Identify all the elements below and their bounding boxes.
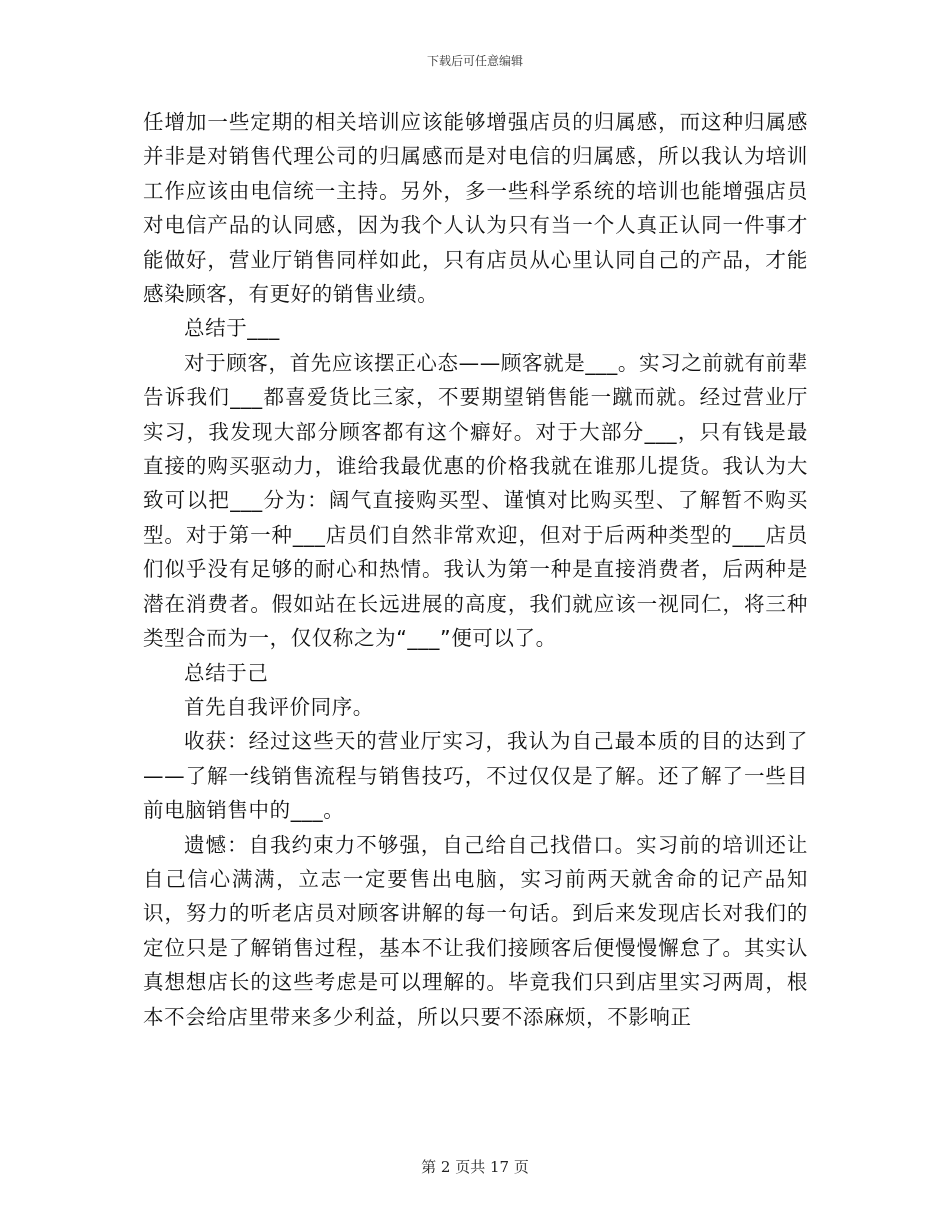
paragraph: 遗憾：自我约束力不够强，自己给自己找借口。实习前的培训还让自己信心满满，立志一定要售出电脑，实习前两天就舍命的记产品知识，努力的听老店员对顾客讲解的每一句话。到后来发现店长对我们的定位只是了解销售过程，基本不让我们接顾客后便慢慢懈怠了。其实认真想想店长的这些考虑是可以理解的。毕竟我们只到店里实习两周，根本不会给店里带来多少利益，所以只要不添麻烦，不影响正: [143, 832, 808, 1029]
document-body: [143, 105, 808, 1034]
page-footer: 第 2 页共 17 页: [421, 1158, 529, 1176]
paragraph: 对于顾客，首先应该摆正心态——顾客就是___。实习之前就有前辈告诉我们___都喜爱货比三家，不要期望销售能一蹴而就。经过营业厅实习，我发现大部分顾客都有这个癖好。对于大部分___，只有钱是最直接的购买驱动力，谁给我最优惠的价格我就在谁那儿提货。我认为大致可以把___分为：阔气直接购买型、谨慎对比购买型、了解暂不购买型。对于第一种___店员们自然非常欢迎，但对于后两种类型的___店员们似乎没有足够的耐心和热情。我认为第一种是直接消费者，后两种是潜在消费者。假如站在长远进展的高度，我们就应该一视同仁，将三种类型合而为一，仅仅称之为“___”便可以了。: [143, 350, 808, 651]
paragraph: 任增加一些定期的相关培训应该能够增强店员的归属感，而这种归属感并非是对销售代理公司的归属感而是对电信的归属感，所以我认为培训工作应该由电信统一主持。另外，多一些科学系统的培训也能增强店员对电信产品的认同感，因为我个人认为只有当一个人真正认同一件事才能做好，营业厅销售同样如此，只有店员从心里认同自己的产品，才能感染顾客，有更好的销售业绩。: [143, 110, 808, 307]
section-heading: 总结于___: [184, 316, 280, 341]
paragraph: 收获：经过这些天的营业厅实习，我认为自己最本质的目的达到了——了解一线销售流程与销售技巧，不过仅仅是了解。还了解了一些目前电脑销售中的___。: [143, 729, 808, 823]
paragraph: 首先自我评价同序。: [184, 694, 374, 719]
section-heading: 总结于己: [184, 660, 269, 685]
page-header: 下载后可任意编辑: [426, 54, 523, 68]
